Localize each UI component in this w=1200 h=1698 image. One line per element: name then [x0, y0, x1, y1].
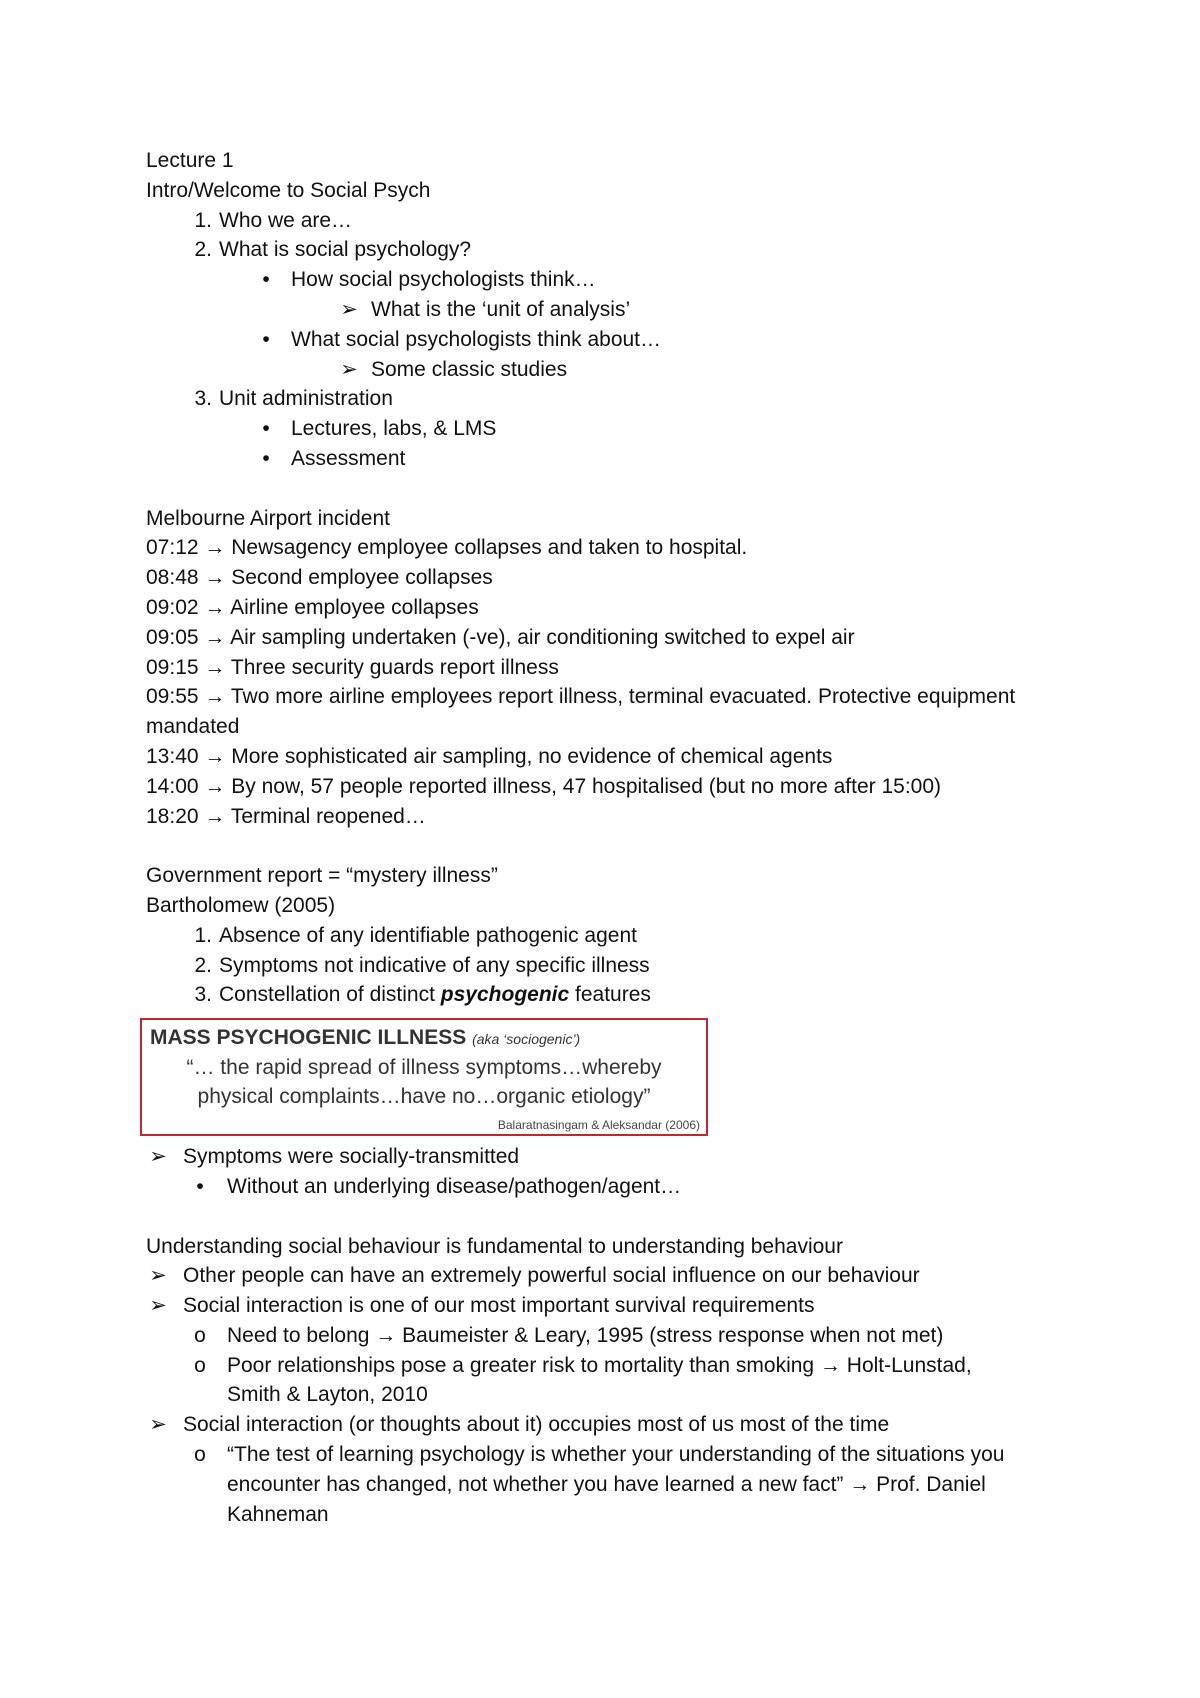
bullet-icon: •: [262, 268, 270, 292]
outline-subitem: [146, 414, 1086, 444]
bullet-text: Other people can have an extremely powerful social influence on our behaviour: [183, 1264, 920, 1288]
sub-bullet-item: [146, 1172, 1086, 1202]
right-arrow-icon: →: [204, 625, 226, 649]
definition-quote: [150, 1053, 698, 1111]
outline-item: [146, 235, 1086, 265]
outline-text: What social psychologists think about…: [291, 327, 662, 351]
outline-subsubitem: [146, 295, 1086, 325]
lecture-title: Lecture 1: [146, 149, 234, 172]
criteria-text: Constellation of distinct: [219, 983, 441, 1007]
circle-bullet-item: [146, 1321, 1086, 1351]
spacer: [146, 1202, 1086, 1232]
quote-text: “The test of learning psychology is whether your understanding of the situations you: [227, 1443, 1005, 1467]
right-arrow-icon: →: [204, 744, 226, 768]
event-time: 09:55: [146, 685, 199, 709]
right-arrow-icon: →: [204, 595, 226, 619]
right-arrow-icon: →: [375, 1323, 397, 1347]
outline-subitem: [146, 444, 1086, 474]
outline-text: Who we are…: [219, 208, 353, 232]
list-number: 3.: [194, 983, 212, 1007]
bullet-icon: •: [262, 446, 270, 470]
outline-subitem: [146, 265, 1086, 295]
spacer: [146, 474, 1086, 504]
arrow-bullet-item: [146, 1142, 1086, 1172]
document-content: [146, 146, 1086, 1529]
event-description: More sophisticated air sampling, no evidence of chemical agents: [231, 744, 833, 768]
circle-bullet-item: [146, 1440, 1086, 1470]
outline-subitem: [146, 325, 1086, 355]
outline-text: What is the ‘unit of analysis’: [371, 297, 631, 321]
circle-bullet-item: [146, 1351, 1086, 1381]
government-report-line: Government report = “mystery illness”: [146, 864, 498, 888]
event-time: 18:20: [146, 804, 199, 828]
timeline-event: [146, 802, 1086, 832]
list-number: 2.: [194, 238, 212, 262]
event-time: 14:00: [146, 774, 199, 798]
event-description: Newsagency employee collapses and taken to hospital.: [231, 536, 748, 560]
event-description: Three security guards report illness: [230, 655, 559, 679]
event-description: Second employee collapses: [231, 566, 493, 590]
incident-timeline: [146, 533, 1086, 831]
list-number: 3.: [194, 387, 212, 411]
event-description: Airline employee collapses: [230, 595, 479, 619]
citation-line: Bartholomew (2005): [146, 893, 336, 917]
emphasized-text: psychogenic: [440, 983, 570, 1007]
event-description: Air sampling undertaken (-ve), air conditioning switched to expel air: [230, 625, 855, 649]
quote-line: physical complaints…have no…organic etiology”: [197, 1085, 651, 1109]
bullet-text: Need to belong: [227, 1323, 376, 1347]
arrow-bullet-item: [146, 1291, 1086, 1321]
criteria-item: [146, 951, 1086, 981]
arrowhead-bullet-icon: ➢: [149, 1264, 167, 1288]
bullet-icon: •: [262, 327, 270, 351]
list-number: 1.: [194, 923, 212, 947]
definition-aka: (aka ‘sociogenic’): [472, 1031, 581, 1048]
outline-text: Assessment: [291, 446, 406, 470]
outline-item: [146, 384, 1086, 414]
outline-text: What is social psychology?: [219, 238, 472, 262]
event-time: 07:12: [146, 536, 199, 560]
outline-text: Unit administration: [219, 387, 393, 411]
event-description: By now, 57 people reported illness, 47 hospitalised (but no more after 15:00): [231, 774, 942, 798]
right-arrow-icon: →: [204, 566, 226, 590]
bullet-text: Baumeister & Leary, 1995 (stress response when not met): [396, 1323, 944, 1347]
criteria-item: [146, 921, 1086, 951]
timeline-event: [146, 653, 1086, 683]
outline-text: Lectures, labs, & LMS: [291, 417, 497, 441]
quote-text: encounter has changed, not whether you have learned a new fact”: [227, 1472, 850, 1496]
arrowhead-bullet-icon: ➢: [149, 1145, 167, 1169]
right-arrow-icon: →: [204, 655, 226, 679]
right-arrow-icon: →: [849, 1472, 871, 1496]
bullet-text: Social interaction (or thoughts about it) occupies most of us most of the time: [183, 1413, 890, 1437]
definition-title: [150, 1026, 698, 1050]
circle-bullet-icon: o: [194, 1443, 206, 1467]
definition-box: [140, 1018, 708, 1136]
arrow-bullet-item: [146, 1410, 1086, 1440]
event-time: 09:05: [146, 625, 199, 649]
bullet-text: Symptoms were socially-transmitted: [183, 1145, 520, 1169]
quote-line: “… the rapid spread of illness symptoms…whereby: [186, 1056, 662, 1080]
event-time: 09:02: [146, 595, 199, 619]
list-number: 1.: [194, 208, 212, 232]
event-description: Two more airline employees report illness, terminal evacuated. Protective equipment mandated: [146, 685, 1016, 739]
criteria-text: Symptoms not indicative of any specific illness: [219, 953, 650, 977]
timeline-event: [146, 533, 1086, 563]
timeline-event: [146, 772, 1086, 802]
event-time: 13:40: [146, 744, 199, 768]
bullet-continuation: [146, 1470, 1086, 1500]
arrowhead-bullet-icon: ➢: [149, 1294, 167, 1318]
section-heading: Understanding social behaviour is fundamental to understanding behaviour: [146, 1234, 843, 1258]
right-arrow-icon: →: [204, 536, 226, 560]
outline-item: [146, 206, 1086, 236]
event-time: 08:48: [146, 566, 199, 590]
right-arrow-icon: →: [819, 1353, 841, 1377]
timeline-event: [146, 623, 1086, 653]
outline-text: How social psychologists think…: [291, 268, 596, 292]
criteria-text: Absence of any identifiable pathogenic agent: [219, 923, 637, 947]
bullet-continuation: Smith & Layton, 2010: [227, 1383, 428, 1407]
circle-bullet-icon: o: [194, 1323, 206, 1347]
bullet-text: Social interaction is one of our most important survival requirements: [183, 1294, 815, 1318]
bullet-icon: •: [262, 417, 270, 441]
timeline-event: [146, 593, 1086, 623]
criteria-text: features: [569, 983, 651, 1007]
arrow-bullet-item: [146, 1261, 1086, 1291]
right-arrow-icon: →: [204, 685, 226, 709]
circle-bullet-icon: o: [194, 1353, 206, 1377]
criteria-item: [146, 980, 1086, 1010]
definition-citation: Balaratnasingam & Aleksandar (2006): [497, 1118, 700, 1133]
bullet-text: Without an underlying disease/pathogen/agent…: [227, 1174, 682, 1198]
arrowhead-bullet-icon: ➢: [149, 1413, 167, 1437]
event-description: Terminal reopened…: [230, 804, 426, 828]
outline-text: Some classic studies: [371, 357, 568, 381]
bullet-text: Poor relationships pose a greater risk to mortality than smoking: [227, 1353, 820, 1377]
arrowhead-bullet-icon: ➢: [340, 297, 358, 321]
arrowhead-bullet-icon: ➢: [340, 357, 358, 381]
timeline-event: [146, 742, 1086, 772]
spacer: [146, 831, 1086, 861]
right-arrow-icon: →: [204, 804, 226, 828]
bullet-icon: •: [196, 1174, 204, 1198]
timeline-event: [146, 563, 1086, 593]
event-time: 09:15: [146, 655, 199, 679]
right-arrow-icon: →: [204, 774, 226, 798]
bullet-continuation: Kahneman: [227, 1502, 329, 1526]
intro-heading: Intro/Welcome to Social Psych: [146, 178, 431, 202]
list-number: 2.: [194, 953, 212, 977]
quote-author: Prof. Daniel: [870, 1472, 986, 1496]
bullet-text: Holt-Lunstad,: [840, 1353, 972, 1377]
definition-term: MASS PSYCHOGENIC ILLNESS: [150, 1026, 467, 1050]
incident-heading: Melbourne Airport incident: [146, 506, 390, 530]
timeline-event: [146, 682, 1086, 742]
outline-subsubitem: [146, 355, 1086, 385]
